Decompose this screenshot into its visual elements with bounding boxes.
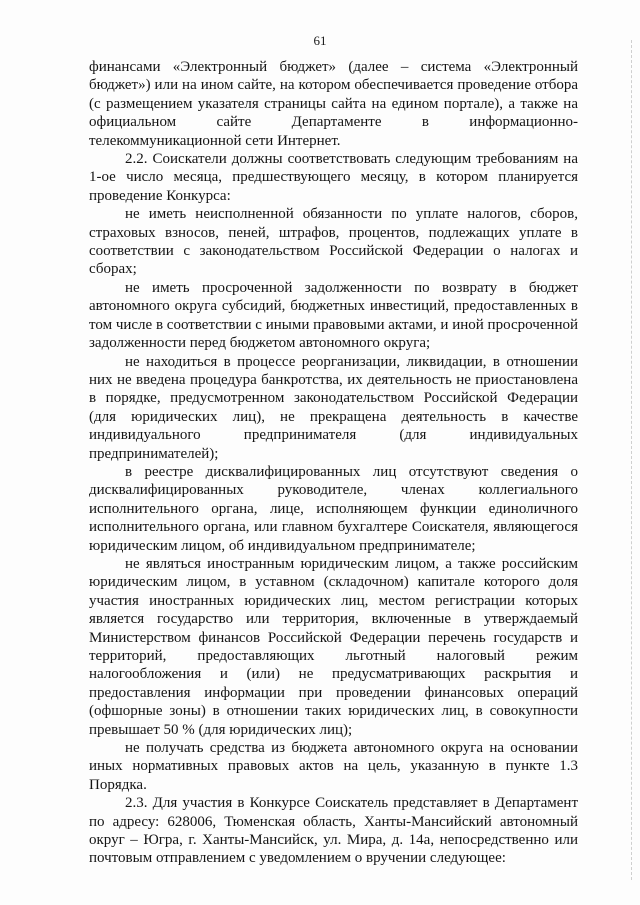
paragraph: не являться иностранным юридическим лицом, а также российским юридическим лицом, в уставном (складочном) капитале которого доля участия иностранных юридических лиц, местом регистрации которых является государство или территория, включенные в утверждаемый Министерством финансов Российской Федерации перечень государств и территорий, предоставляющих льготный налоговый режим налогообложения и (или) не предусматривающих раскрытия и предоставления информации при проведении финансовых операций (офшорные зоны) в отношении таких юридических лиц, в совокупности превышает 50 % (для юридических лиц); <box>89 555 578 738</box>
paragraph: финансами «Электронный бюджет» (далее – система «Электронный бюджет») или на ином сайте, на котором обеспечивается проведение отбора (с размещением указателя страницы сайта на едином портале), а также на официальном сайте Департаменте в информационно-телекоммуникационной сети Интернет. <box>89 59 578 149</box>
document-body <box>89 58 578 868</box>
paragraph: не получать средства из бюджета автономного округа на основании иных нормативных правовых актов на цель, указанную в пункте 1.3 Порядка. <box>89 740 578 793</box>
scan-edge-mark <box>630 40 632 880</box>
paragraph: не иметь неисполненной обязанности по уплате налогов, сборов, страховых взносов, пеней, штрафов, процентов, подлежащих уплате в соответствии с законодательством Российской Федерации о налогах и сборах; <box>89 206 578 278</box>
paragraph: в реестре дисквалифицированных лиц отсутствуют сведения о дисквалифицированных руководителе, членах коллегиального исполнительного органа, лице, исполняющем функции единоличного исполнительного органа, или главном бухгалтере Соискателя, являющегося юридическим лицом, об индивидуальном предпринимателе; <box>89 463 578 554</box>
paragraph: 2.2. Соискатели должны соответствовать следующим требованиям на 1-ое число месяца, предшествующего месяцу, в котором планируется проведение Конкурса: <box>89 151 578 204</box>
paragraph: 2.3. Для участия в Конкурсе Соискатель представляет в Департамент по адресу: 628006, Тюменская область, Ханты-Мансийский автономный округ – Югра, г. Ханты-Мансийск, ул. Мира, д. 14а, непосредственно или почтовым отправлением с уведомлением о вручении следующее: <box>89 795 578 867</box>
page-number: 61 <box>313 33 327 48</box>
paragraph: не находиться в процессе реорганизации, ликвидации, в отношении них не введена процедура банкротства, их деятельность не приостановлена в порядке, предусмотренном законодательством Российской Федерации (для юридических лиц), не прекращена деятельность в качестве индивидуального предпринимателя (для индивидуальных предпринимателей); <box>89 353 578 462</box>
paragraph: не иметь просроченной задолженности по возврату в бюджет автономного округа субсидий, бюджетных инвестиций, предоставленных в том числе в соответствии с иными правовыми актами, и иной просроченной задолженности перед бюджетом автономного округа; <box>89 279 578 352</box>
